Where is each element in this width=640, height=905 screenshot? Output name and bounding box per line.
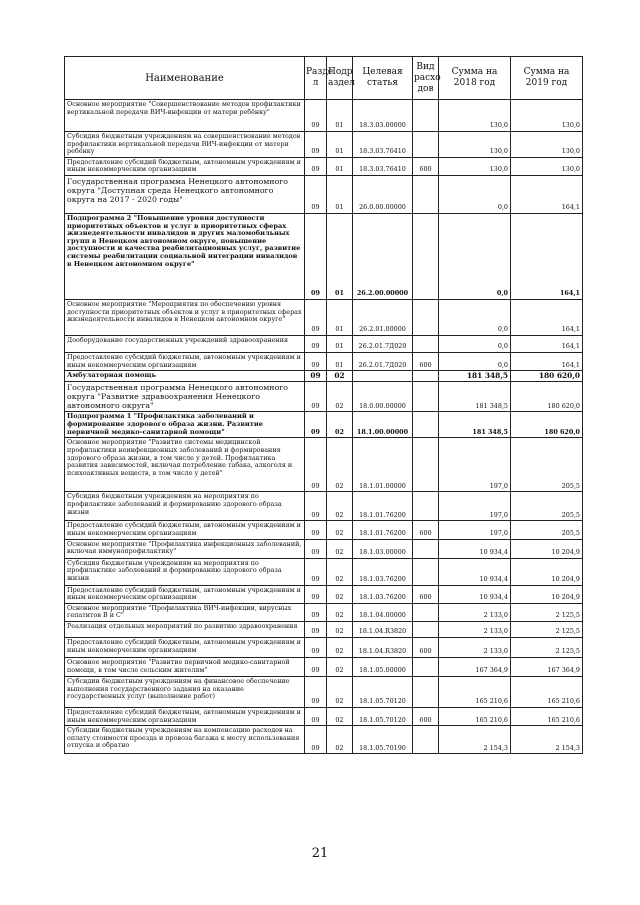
row-sum-2018: 0,0 xyxy=(439,213,511,299)
row-expense-kind xyxy=(413,603,439,621)
row-sum-2018: 0,0 xyxy=(439,352,511,370)
row-name: Субсидия бюджетным учреждениям на мероприятия по профилактике заболеваний и формированию здорового образа жизни xyxy=(65,492,305,521)
row-sum-2018: 181 348,5 xyxy=(439,381,511,412)
row-section: 09 xyxy=(305,621,327,637)
row-name: Основное мероприятие "Развитие первичной медико-санитарной помощи, в том числе сельским жителям" xyxy=(65,657,305,676)
row-sum-2018: 0,0 xyxy=(439,175,511,213)
row-sum-2019: 205,5 xyxy=(511,492,583,521)
header-section: Разде л xyxy=(305,57,327,100)
row-subsection: 01 xyxy=(327,175,353,213)
row-sum-2019: 164,1 xyxy=(511,335,583,352)
row-target-article: 26.2.01.7Д020 xyxy=(353,335,413,352)
row-subsection: 01 xyxy=(327,299,353,335)
table-row xyxy=(65,299,583,335)
row-sum-2018: 2 133,0 xyxy=(439,621,511,637)
row-name: Субсидии бюджетным учреждениям на компенсацию расходов на оплату стоимости проезда и провоза багажа к месту использования отпуска и обратно xyxy=(65,726,305,754)
row-sum-2018: 165 210,6 xyxy=(439,707,511,725)
row-section: 09 xyxy=(305,707,327,725)
row-sum-2018: 181 348,5 xyxy=(439,412,511,438)
row-sum-2019: 130,0 xyxy=(511,157,583,175)
row-section: 09 xyxy=(305,213,327,299)
row-target-article: 18.1.01.00000 xyxy=(353,438,413,492)
row-sum-2018: 2 133,0 xyxy=(439,637,511,657)
row-subsection: 02 xyxy=(327,603,353,621)
row-name: Предоставление субсидий бюджетным, автономным учреждениям и иным некоммерческим организациям xyxy=(65,352,305,370)
row-subsection: 02 xyxy=(327,412,353,438)
row-sum-2018: 130,0 xyxy=(439,100,511,132)
row-sum-2019: 130,0 xyxy=(511,100,583,132)
row-subsection: 02 xyxy=(327,637,353,657)
row-target-article xyxy=(353,371,413,382)
row-section: 09 xyxy=(305,603,327,621)
row-subsection: 01 xyxy=(327,157,353,175)
row-name: Основное мероприятие "Профилактика ВИЧ-инфекции, вирусных гепатитов В и С" xyxy=(65,603,305,621)
row-expense-kind xyxy=(413,100,439,132)
row-subsection: 02 xyxy=(327,521,353,539)
table-header-row xyxy=(65,57,583,100)
row-name: Реализация отдельных мероприятий по развитию здравоохранения xyxy=(65,621,305,637)
row-target-article: 26.2.00.00000 xyxy=(353,213,413,299)
table-row xyxy=(65,492,583,521)
table-row xyxy=(65,352,583,370)
row-name: Основное мероприятие "Совершенствование методов профилактики вертикальной передачи ВИЧ-инфекции от матери ребёнку" xyxy=(65,100,305,132)
row-subsection: 02 xyxy=(327,438,353,492)
row-sum-2019: 10 204,9 xyxy=(511,585,583,603)
row-expense-kind xyxy=(413,438,439,492)
row-subsection: 01 xyxy=(327,100,353,132)
row-subsection: 02 xyxy=(327,492,353,521)
table-row xyxy=(65,558,583,585)
row-subsection: 02 xyxy=(327,371,353,382)
row-sum-2018: 130,0 xyxy=(439,132,511,158)
row-name: Предоставление субсидий бюджетным, автономным учреждениям и иным некоммерческим организациям xyxy=(65,157,305,175)
row-sum-2019: 164,1 xyxy=(511,299,583,335)
row-target-article: 18.1.03.00000 xyxy=(353,539,413,558)
table-row xyxy=(65,676,583,707)
row-sum-2019: 164,1 xyxy=(511,175,583,213)
table-row xyxy=(65,521,583,539)
row-section: 09 xyxy=(305,558,327,585)
row-section: 09 xyxy=(305,492,327,521)
row-subsection: 02 xyxy=(327,707,353,725)
row-sum-2019: 205,5 xyxy=(511,438,583,492)
row-sum-2019: 180 620,0 xyxy=(511,412,583,438)
row-target-article: 18.1.01.76200 xyxy=(353,521,413,539)
row-sum-2018: 197,0 xyxy=(439,438,511,492)
row-expense-kind xyxy=(413,726,439,754)
row-expense-kind xyxy=(413,539,439,558)
row-subsection: 02 xyxy=(327,726,353,754)
row-expense-kind xyxy=(413,213,439,299)
row-expense-kind xyxy=(413,175,439,213)
header-sum-2019: Сумма на 2019 год xyxy=(511,57,583,100)
row-section: 09 xyxy=(305,412,327,438)
row-expense-kind xyxy=(413,558,439,585)
row-target-article: 18.1.03.76200 xyxy=(353,558,413,585)
row-expense-kind xyxy=(413,492,439,521)
row-expense-kind: 600 xyxy=(413,352,439,370)
row-expense-kind: 600 xyxy=(413,157,439,175)
row-name: Предоставление субсидий бюджетным, автономным учреждениям и иным некоммерческим организациям xyxy=(65,707,305,725)
table-row xyxy=(65,707,583,725)
row-sum-2019: 10 204,9 xyxy=(511,558,583,585)
table-row xyxy=(65,657,583,676)
row-section: 09 xyxy=(305,157,327,175)
row-target-article: 18.1.05.70190 xyxy=(353,726,413,754)
row-expense-kind xyxy=(413,299,439,335)
row-sum-2019: 2 125,5 xyxy=(511,621,583,637)
row-subsection: 02 xyxy=(327,539,353,558)
row-expense-kind xyxy=(413,621,439,637)
row-expense-kind xyxy=(413,381,439,412)
row-name: Подпрограмма 1 "Профилактика заболеваний и формирование здорового образа жизни. Развитие первичной медико-санитарной помощи" xyxy=(65,412,305,438)
row-target-article: 18.1.03.76200 xyxy=(353,585,413,603)
row-sum-2018: 2 133,0 xyxy=(439,603,511,621)
row-subsection: 01 xyxy=(327,132,353,158)
table-row xyxy=(65,100,583,132)
row-target-article: 18.3.03.00000 xyxy=(353,100,413,132)
row-subsection: 01 xyxy=(327,335,353,352)
row-section: 09 xyxy=(305,676,327,707)
row-sum-2018: 10 934,4 xyxy=(439,558,511,585)
row-target-article: 18.1.05.00000 xyxy=(353,657,413,676)
row-expense-kind: 600 xyxy=(413,637,439,657)
row-name: Субсидии бюджетным учреждениям на финансовое обеспечение выполнения государственного задания на оказание государственных услуг (выполнение работ) xyxy=(65,676,305,707)
row-sum-2018: 2 154,3 xyxy=(439,726,511,754)
row-sum-2019: 2 125,5 xyxy=(511,637,583,657)
row-expense-kind xyxy=(413,412,439,438)
row-target-article: 26.0.00.00000 xyxy=(353,175,413,213)
row-section: 09 xyxy=(305,381,327,412)
row-expense-kind xyxy=(413,676,439,707)
row-target-article: 18.1.01.76200 xyxy=(353,492,413,521)
row-sum-2018: 130,0 xyxy=(439,157,511,175)
header-expense-kind: Вид расхо дов xyxy=(413,57,439,100)
row-expense-kind: 600 xyxy=(413,585,439,603)
row-subsection: 02 xyxy=(327,621,353,637)
row-sum-2019: 165 210,6 xyxy=(511,707,583,725)
row-sum-2019: 167 364,9 xyxy=(511,657,583,676)
row-subsection: 02 xyxy=(327,657,353,676)
row-subsection: 02 xyxy=(327,585,353,603)
table-row xyxy=(65,371,583,382)
table-row xyxy=(65,335,583,352)
row-section: 09 xyxy=(305,371,327,382)
row-expense-kind xyxy=(413,132,439,158)
row-section: 09 xyxy=(305,299,327,335)
row-sum-2019: 130,0 xyxy=(511,132,583,158)
row-name: Амбулаторная помощь xyxy=(65,371,305,382)
row-target-article: 18.1.05.70120 xyxy=(353,707,413,725)
row-sum-2019: 164,1 xyxy=(511,213,583,299)
row-sum-2018: 167 364,9 xyxy=(439,657,511,676)
row-section: 09 xyxy=(305,335,327,352)
row-target-article: 18.1.04.R3820 xyxy=(353,621,413,637)
table-row xyxy=(65,157,583,175)
row-name: Предоставление субсидий бюджетным, автономным учреждениям и иным некоммерческим организациям xyxy=(65,521,305,539)
budget-table xyxy=(64,56,583,754)
row-section: 09 xyxy=(305,637,327,657)
row-sum-2019: 2 154,3 xyxy=(511,726,583,754)
row-sum-2019: 180 620,0 xyxy=(511,371,583,382)
header-name: Наименование xyxy=(65,57,305,100)
row-name: Дооборудование государственных учреждений здравоохранения xyxy=(65,335,305,352)
row-sum-2018: 10 934,4 xyxy=(439,585,511,603)
row-target-article: 18.3.03.76410 xyxy=(353,157,413,175)
row-subsection: 02 xyxy=(327,676,353,707)
row-sum-2019: 164,1 xyxy=(511,352,583,370)
row-expense-kind: 600 xyxy=(413,707,439,725)
table-row xyxy=(65,603,583,621)
header-target-article: Целевая статья xyxy=(353,57,413,100)
table-row xyxy=(65,213,583,299)
row-subsection: 01 xyxy=(327,213,353,299)
row-section: 09 xyxy=(305,657,327,676)
table-body xyxy=(65,100,583,754)
row-sum-2019: 165 210,6 xyxy=(511,676,583,707)
row-sum-2018: 197,0 xyxy=(439,492,511,521)
row-sum-2018: 10 934,4 xyxy=(439,539,511,558)
table-row xyxy=(65,637,583,657)
row-name: Субсидия бюджетным учреждениям на совершенствование методов профилактики вертикальной передачи ВИЧ-инфекции от матери ребёнку xyxy=(65,132,305,158)
row-sum-2018: 181 348,5 xyxy=(439,371,511,382)
row-sum-2018: 0,0 xyxy=(439,335,511,352)
header-subsection: Подр аздел xyxy=(327,57,353,100)
row-name: Субсидия бюджетным учреждениям на мероприятия по профилактике заболеваний и формированию здорового образа жизни xyxy=(65,558,305,585)
row-subsection: 02 xyxy=(327,558,353,585)
table-row xyxy=(65,438,583,492)
row-section: 09 xyxy=(305,521,327,539)
row-name: Предоставление субсидий бюджетным, автономным учреждениям и иным некоммерческим организациям xyxy=(65,585,305,603)
row-sum-2018: 165 210,6 xyxy=(439,676,511,707)
row-target-article: 18.1.05.70120 xyxy=(353,676,413,707)
row-name: Предоставление субсидий бюджетным, автономным учреждениям и иным некоммерческим организациям xyxy=(65,637,305,657)
row-subsection: 02 xyxy=(327,381,353,412)
table-row xyxy=(65,175,583,213)
row-target-article: 18.1.04.00000 xyxy=(353,603,413,621)
row-section: 09 xyxy=(305,100,327,132)
row-expense-kind xyxy=(413,371,439,382)
table-row xyxy=(65,621,583,637)
row-target-article: 18.1.04.R3820 xyxy=(353,637,413,657)
page-number: 21 xyxy=(311,846,329,861)
row-section: 09 xyxy=(305,175,327,213)
row-section: 09 xyxy=(305,352,327,370)
row-section: 09 xyxy=(305,585,327,603)
header-sum-2018: Сумма на 2018 год xyxy=(439,57,511,100)
row-subsection: 01 xyxy=(327,352,353,370)
row-name: Основное мероприятие "Развитие системы медицинской профилактики неинфекционных заболеваний и формирования здорового образа жизни, в том числе у детей. Профилактика развития зависимостей, включая потребление табака, алкоголя и психоактивных веществ, в том числе у детей" xyxy=(65,438,305,492)
row-target-article: 26.2.01.00000 xyxy=(353,299,413,335)
row-expense-kind: 600 xyxy=(413,521,439,539)
row-name: Основное мероприятие "Профилактика инфекционных заболеваний, включая иммунопрофилактику" xyxy=(65,539,305,558)
row-target-article: 18.3.03.76410 xyxy=(353,132,413,158)
row-sum-2019: 205,5 xyxy=(511,521,583,539)
row-section: 09 xyxy=(305,539,327,558)
row-name: Государственная программа Ненецкого автономного округа "Доступная среда Ненецкого автономного округа на 2017 - 2020 годы" xyxy=(65,175,305,213)
row-expense-kind xyxy=(413,657,439,676)
row-sum-2019: 180 620,0 xyxy=(511,381,583,412)
row-sum-2019: 10 204,9 xyxy=(511,539,583,558)
row-name: Подпрограмма 2 "Повышение уровня доступности приоритетных объектов и услуг в приоритетных сферах жизнедеятельности инвалидов и других маломобильных групп в Ненецком автономном округе, повышение доступности и качества реабилитационных услуг, развитие системы реабилитации социальной интеграции инвалидов в Ненецком автономном округе" xyxy=(65,213,305,299)
row-target-article: 18.1.00.00000 xyxy=(353,412,413,438)
row-expense-kind xyxy=(413,335,439,352)
row-name: Основное мероприятие "Мероприятия по обеспечению уровня доступности приоритетных объектов и услуг в приоритетных сферах жизнедеятельности инвалидов в Ненецком автономном округе" xyxy=(65,299,305,335)
row-section: 09 xyxy=(305,132,327,158)
table-row xyxy=(65,585,583,603)
table-row xyxy=(65,726,583,754)
row-target-article: 26.2.01.7Д020 xyxy=(353,352,413,370)
row-sum-2019: 2 125,5 xyxy=(511,603,583,621)
table-row xyxy=(65,132,583,158)
row-sum-2018: 197,0 xyxy=(439,521,511,539)
table-row xyxy=(65,412,583,438)
row-target-article: 18.0.00.00000 xyxy=(353,381,413,412)
row-section: 09 xyxy=(305,726,327,754)
table-row xyxy=(65,381,583,412)
table-row xyxy=(65,539,583,558)
row-name: Государственная программа Ненецкого автономного округа "Развитие здравоохранения Ненецкого автономного округа" xyxy=(65,381,305,412)
row-sum-2018: 0,0 xyxy=(439,299,511,335)
row-section: 09 xyxy=(305,438,327,492)
